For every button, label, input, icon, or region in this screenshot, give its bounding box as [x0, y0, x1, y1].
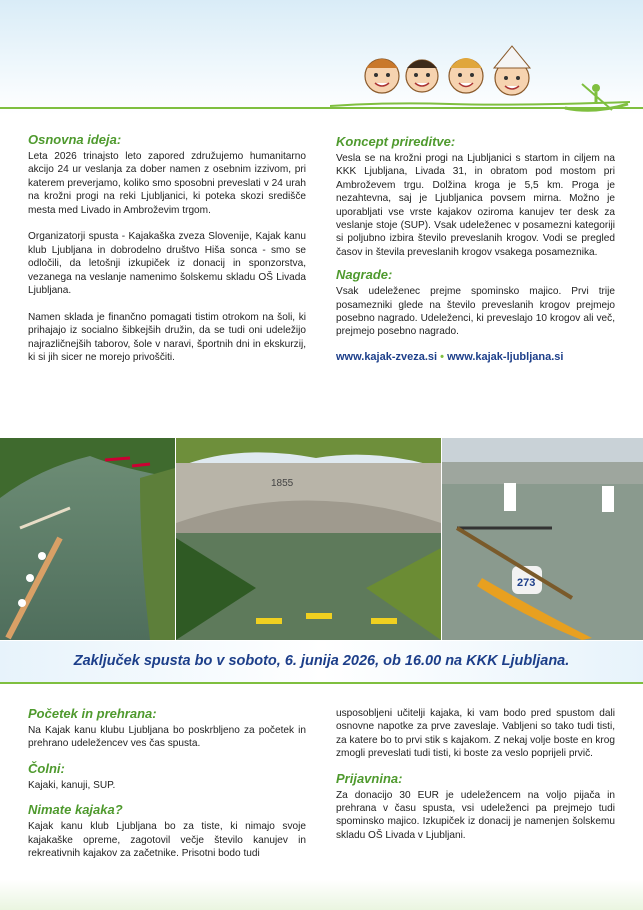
photo-river-kayaks: [0, 438, 175, 640]
left-bottom-column: [28, 706, 306, 870]
awards-heading: Nagrade:: [336, 267, 393, 283]
photo-bridge: [176, 438, 441, 640]
concept-heading: Koncept prireditve:: [336, 134, 456, 149]
photo-sup-paddlers: [442, 438, 643, 640]
idea-text: Leta 2026 trinajsto leto zapored združujemo humanitarno akcijo 24 ur veslanja za dober namen z osebnim izzivom, pri katerem preverjamo, koliko smo sposobni preveslati v 24 urah na krožni progi na reki Ljubljanici, ki poteka skozi središče mesta med Livado in Ambroževim trgom.: [28, 151, 306, 216]
kid-face-icon: [406, 60, 438, 92]
link-kajak-ljubljana[interactable]: www.kajak-ljubljana.si: [447, 350, 564, 363]
kids-kayak-illustration: [330, 38, 630, 128]
continuation-text: usposobljeni učitelji kajaka, ki vam bodo pred spustom dali osnovne napotke za prve zaveslaje. Vabljeni so tako tudi tisti, za katere bo to prvi stik s kajakom. Z nekaj volje boste en krog zmogli preveslati tudi tisti, ki boste za veslo poprijeli prvič.: [336, 708, 615, 760]
photo-strip: [0, 438, 643, 640]
concept-text: Vesla se na krožni progi na Ljubljanici s startom in ciljem na KKK Ljubljana, Livada 31, in obratom pod mostom pri Ambroževem trgu. Dolžina kroga je 5,5 km. Proga je nezahtevna, saj je Ljubljanica povsem mirna. Možno je uporabljati vse vrste kajakov oziroma kanujev ter desk za veslanje stoje (SUP). Vsak udeleženec v posamezni kategoriji si poljubno izbira število preveslanih krogov. Vodi se pregled časov in števila preveslanih krogov vsakega posameznika.: [336, 153, 615, 258]
boats-text: Kajaki, kanuji, SUP.: [28, 779, 116, 791]
organizers-text: Organizatorji spusta - Kajakaška zveza Slovenije, Kajak kanu klub Ljubljana in dobrodelno društvo Hiša sonca - smo se odločili, da letošnji izkupiček iz donacij in sponzorstva, vezanega na veslanje namenimo šolskemu skladu OŠ Livada Ljubljana.: [28, 231, 306, 297]
awards-text: Vsak udeleženec prejme spominsko majico. Prvi trije posamezniki glede na število preveslanih krogov prejmejo posebno nagrado. Udeleženci, ki preveslajo 10 krogov ali več, prejmejo posebno nagrado.: [336, 286, 615, 338]
kayaker-icon: [565, 84, 628, 110]
bridge-year: 1855: [271, 478, 294, 489]
start-text: Na Kajak kanu klubu Ljubljana bo poskrbljeno za početek in prehrano udeležencev ves čas spusta.: [28, 725, 306, 750]
footer-gradient: [0, 880, 643, 910]
kid-face-icon: [494, 46, 530, 95]
fund-text: Namen sklada je finančno pomagati tistim otrokom na šoli, ki prihajajo iz socialno šibkejših družin, da se tudi oni udeležijo najrazličnejših taborov, šole v naravi, športnih dni in ekskurzij, ki si jih sicer ne morejo privoščiti.: [28, 311, 306, 364]
right-top-column: [336, 134, 615, 364]
link-separator: •: [440, 350, 445, 363]
boats-heading: Čolni:: [28, 760, 65, 776]
kid-face-icon: [449, 58, 483, 93]
idea-heading: Osnovna ideja:: [28, 132, 122, 147]
kid-face-icon: [365, 59, 399, 93]
closing-banner-text: Zaključek spusta bo v soboto, 6. junija 2026, ob 16.00 na KKK Ljubljana.: [73, 653, 570, 669]
fee-heading: Prijavnina:: [336, 770, 403, 786]
website-links: [336, 351, 615, 364]
bib-number: 273: [517, 577, 536, 589]
no-kayak-heading: Nimate kajaka?: [28, 802, 123, 818]
right-bottom-column: [336, 707, 615, 852]
start-heading: Početek in prehrana:: [28, 706, 157, 721]
no-kayak-text: Kajak kanu klub Ljubljana bo za tiste, ki nimajo svoje kajakaške opreme, zagotovil večje število kanujev in rekreativnih kajakov za začetnike. Prisotni bodo tudi: [28, 821, 306, 860]
closing-banner: [0, 641, 643, 684]
link-kajak-zveza[interactable]: www.kajak-zveza.si: [336, 350, 438, 363]
left-top-column: [28, 132, 306, 378]
fee-text: Za donacijo 30 EUR je udeležencem na voljo pijača in prehrana v času spusta, vsi udeleženci pa prejmejo tudi spominsko majico. Izkupiček iz donacij je namenjen šolskemu skladu OŠ Livada v Ljubljani.: [336, 789, 615, 841]
